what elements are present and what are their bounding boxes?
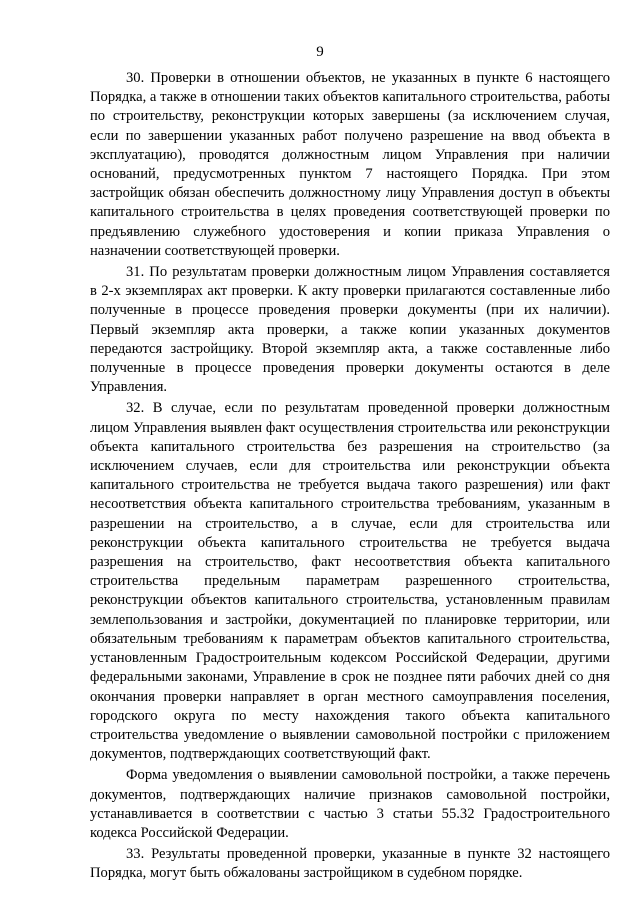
document-body: [90, 69, 610, 886]
paragraph-notification-form: Форма уведомления о выявлении самовольной постройки, а также перечень документов, подтверждающих наличие признаков самовольной постройки, устанавливается в соответствии с частью 3 статьи 55.32 Градостроительного кодекса Российской Федерации.: [90, 767, 610, 841]
paragraph-30: 30. Проверки в отношении объектов, не указанных в пункте 6 настоящего Порядка, а также в отношении таких объектов капитального строительства, работы по строительству, реконструкции которых завершены (за исключением случая, если по завершении указанных работ получено разрешение на ввод объекта в эксплуатацию), проводятся должностным лицом Управления при наличии оснований, предусмотренных пунктом 7 настоящего Порядка. При этом застройщик обязан обеспечить должностному лицу Управления доступ в объекты капитального строительства в целях проведения соответствующей проверки по предъявлению служебного удостоверения и копии приказа Управления о назначении соответствующей проверки.: [90, 70, 610, 259]
paragraph-32: 32. В случае, если по результатам проведенной проверки должностным лицом Управления выявлен факт осуществления строительства или реконструкции объекта капитального строительства без разрешения на строительство (за исключением случаев, если для строительства или реконструкции объекта капитального строительства не требуется выдача такого разрешения) или факт несоответствия объекта капитального строительства требованиям, указанным в разрешении на строительство, а в случае, если для строительства или реконструкции объекта капитального строительства не требуется выдача разрешения на строительство, факт несоответствия объекта капитального строительства предельным параметрам разрешенного строительства, реконструкции объектов капитального строительства, установленным правилам землепользования и застройки, документацией по планировке территории, или обязательным требованиям к параметрам объектов капитального строительства, установленным Градостроительным кодексом Российской Федерации, другими федеральными законами, Управление в срок не позднее пяти рабочих дней со дня окончания проверки направляет в орган местного самоуправления поселения, городского округа по месту нахождения такого объекта капитального строительства уведомление о выявлении самовольной постройки с приложением документов, подтверждающих соответствующий факт.: [90, 400, 610, 763]
paragraph-31: 31. По результатам проверки должностным лицом Управления составляется в 2-х экземплярах акт проверки. К акту проверки прилагаются составленные либо полученные в процессе проведения проверки документы (при их наличии). Первый экземпляр акта проверки, а также копии указанных документов передаются застройщику. Второй экземпляр акта, а также составленные либо полученные в процессе проведения проверки документы остаются в деле Управления.: [90, 264, 610, 396]
paragraph-33: 33. Результаты проведенной проверки, указанные в пункте 32 настоящего Порядка, могут быть обжалованы застройщиком в судебном порядке.: [90, 846, 610, 882]
page-number: 9: [316, 44, 324, 60]
